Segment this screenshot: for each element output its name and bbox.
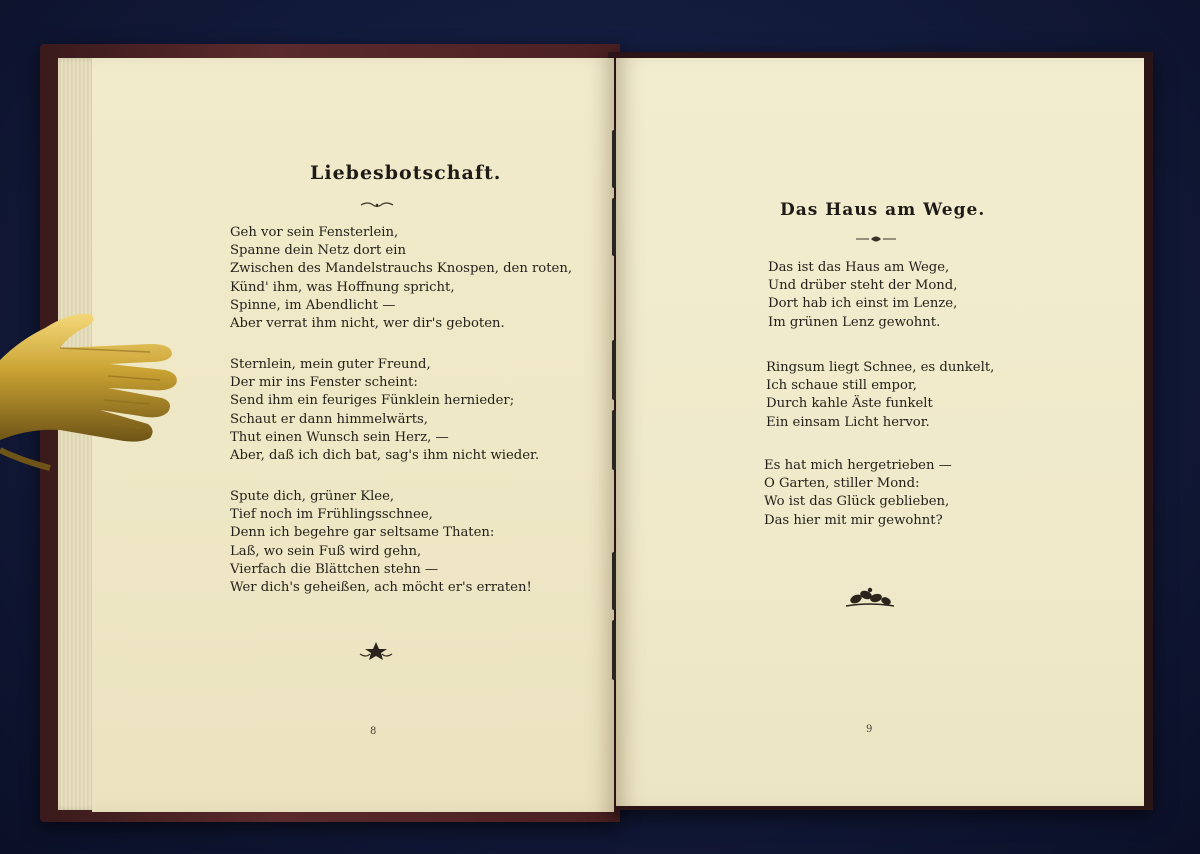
right-page-number: 9: [866, 724, 873, 735]
verse-line: Ich schaue still empor,: [766, 378, 917, 394]
verse-line: Und drüber steht der Mond,: [768, 278, 958, 294]
right-stanza-2: [766, 359, 994, 432]
verse-line: Wer dich's geheißen, ach möcht er's erraten!: [230, 580, 532, 596]
binding-thread: [612, 198, 616, 256]
verse-line: Tief noch im Frühlingsschnee,: [230, 507, 433, 523]
verse-line: Vierfach die Blättchen stehn —: [230, 561, 439, 577]
verse-line: Sternlein, mein guter Freund,: [230, 357, 431, 372]
verse-line: Spanne dein Netz dort ein: [230, 243, 406, 259]
right-stanza-3: [764, 457, 952, 530]
left-title-ornament: [359, 200, 395, 210]
verse-line: Laß, wo sein Fuß wird gehn,: [230, 543, 422, 559]
oak-leaf-vignette-icon: [842, 586, 898, 614]
verse-line: Thut einen Wunsch sein Herz, —: [230, 429, 449, 445]
verse-line: Das ist das Haus am Wege,: [768, 260, 950, 275]
right-page-title: Das Haus am Wege.: [780, 200, 986, 220]
left-stanza-3: [230, 488, 532, 597]
verse-line: Aber verrat ihm nicht, wer dir's geboten.: [230, 316, 505, 332]
left-page-title: Liebesbotschaft.: [310, 162, 502, 184]
verse-line: Künd' ihm, was Hoffnung spricht,: [230, 279, 455, 295]
verse-line: Schaut er dann himmelwärts,: [230, 411, 428, 427]
verse-line: Dort hab ich einst im Lenze,: [768, 296, 958, 312]
verse-line: Spinne, im Abendlicht —: [230, 297, 396, 313]
verse-line: Im grünen Lenz gewohnt.: [768, 314, 941, 330]
binding-thread: [612, 620, 616, 680]
left-stanza-1: [230, 224, 572, 333]
verse-line: Das hier mit mir gewohnt?: [764, 512, 943, 528]
verse-line: Ringsum liegt Schnee, es dunkelt,: [766, 360, 995, 375]
right-stanza-1: [768, 259, 957, 332]
binding-thread: [612, 552, 616, 610]
verse-line: Ein einsam Licht hervor.: [766, 414, 930, 430]
verse-line: O Garten, stiller Mond:: [764, 476, 920, 492]
binding-thread: [612, 340, 616, 400]
verse-line: Geh vor sein Fensterlein,: [230, 225, 399, 240]
star-vignette-icon: [358, 640, 394, 662]
binding-thread: [612, 130, 616, 188]
verse-line: Der mir ins Fenster scheint:: [230, 375, 418, 391]
left-page-number: 8: [370, 726, 377, 737]
verse-line: Denn ich begehre gar seltsame Thaten:: [230, 525, 495, 541]
verse-line: Es hat mich hergetrieben —: [764, 458, 952, 473]
verse-line: Wo ist das Glück geblieben,: [764, 494, 950, 510]
verse-line: Durch kahle Äste funkelt: [766, 396, 933, 412]
left-stanza-2: [230, 356, 539, 465]
binding-thread: [612, 410, 616, 470]
right-title-ornament: [854, 234, 898, 244]
verse-line: Zwischen des Mandelstrauchs Knospen, den roten,: [230, 261, 573, 277]
verse-line: Aber, daß ich dich bat, sag's ihm nicht wieder.: [230, 448, 540, 464]
verse-line: Send ihm ein feuriges Fünklein hernieder;: [230, 393, 515, 409]
brass-hand-bookmark: [0, 300, 190, 490]
right-page: [616, 58, 1144, 806]
verse-line: Spute dich, grüner Klee,: [230, 489, 395, 504]
